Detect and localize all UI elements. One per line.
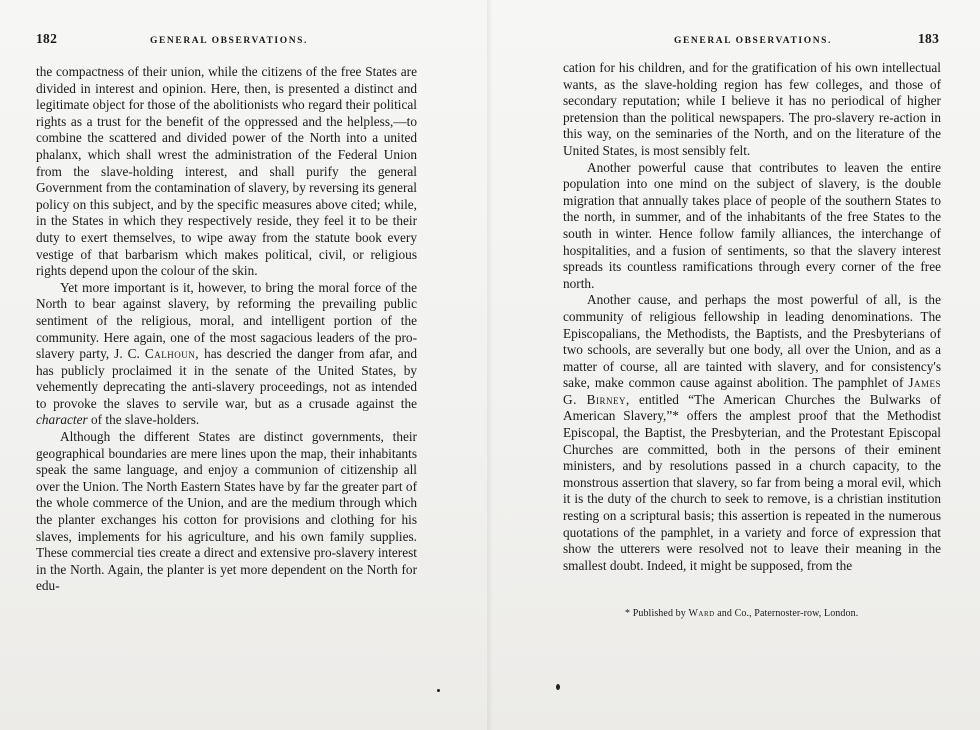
text-run: entitled “The American Churches the Bulwarks of American Slavery,”* offers the amplest proof that the Methodist Episcopal, the Baptist, the Presbyterian, and the Protestant Episcopal Churches are committed, both in the persons of their eminent ministers, and by resolutions passed in a church capacity, to the monstrous assertion that slavery, so far from being a moral evil, which it is the duty of the church to seek to remove, is a christian institution resting on a scriptural basis; this assertion is repeated in the numerous quotations of the pamphlet, in a variety and force of expression that show the utterers were resolved not to leave their meaning in the smallest doubt. Indeed, it might be supposed, from the xyxy=(563,391,941,573)
person-name: Calhoun, xyxy=(144,346,200,362)
ink-speck xyxy=(437,689,440,692)
text-run: and Co., Paternoster-row, London. xyxy=(714,608,859,619)
body-text xyxy=(563,60,941,574)
ink-speck xyxy=(556,684,560,690)
running-head: GENERAL OBSERVATIONS. xyxy=(150,36,309,46)
running-head: GENERAL OBSERVATIONS. xyxy=(674,36,833,46)
paragraph: cation for his children, and for the gratification of his own intellectual wants, as the slave-holding region has few colleges, and those of secondary reputation; while I believe it has no periodical of higher pretension than the political newspapers. The pro-slavery re-action in this way, on the seminaries of the North, and on the literature of the United States, is most sensibly felt. xyxy=(563,60,941,158)
text-run: Yet more important is it, however, to bring the moral force of the North to bear against slavery, by reforming the prevailing public sentiment of the religious, moral, and intelligent portion of the community. Here again, one of the most sagacious leaders of the pro-slavery party, J. C. xyxy=(36,279,417,362)
paragraph: Another powerful cause that contributes to leaven the entire population into one mind on the subject of slavery, is the double migration that annually takes place of people of the southern States to the north, in summer, and of the inhabitants of the free States to the south in winter. Hence follow family alliances, the interchange of hospitalities, and a fusion of sentiments, so that the slavery interest spreads its countless ramifications through every corner of the free north. xyxy=(563,159,941,291)
paragraph: Although the different States are distinct governments, their geographical boundaries are mere lines upon the map, their inhabitants speak the same language, and enjoy a communion of citizenship all over the Union. The North Eastern States have by far the greater part of the whole commerce of the Union, and are the medium through which the planter exchanges his cotton for provisions and clothing for his slaves, implements for his agriculture, and his own family supplies. These commercial ties create a direct and extensive pro-slavery interest in the North. Again, the planter is yet more dependent on the North for edu- xyxy=(36,429,417,594)
page-number: 183 xyxy=(918,31,940,46)
paragraph: the compactness of their union, while the citizens of the free States are divided in interest and opinion. Here, then, is presented a distinct and legitimate object for those of the abolitionists who regard their political rights as a trust for the benefit of the oppressed and the helpless,—to combine the scattered and divided power of the North into a united phalanx, which shall wrest the administration of the Federal Union from the slave-holding interest, and shall purify the general Government from the contamination of slavery, by reversing its general policy on this subject, and by the specific measures above cited; while, in the States in which they respectively reside, they feel it to be their duty to exert themselves, to wipe away from the statute book every vestige of that barbarism which makes political, civil, or religious rights depend upon the colour of the skin. xyxy=(36,64,417,279)
emphasis: character xyxy=(36,412,88,428)
text-run: Another cause, and perhaps the most powerful of all, is the community of religious fellowship in leading denominations. The Episcopalians, the Methodists, the Baptists, and the Presbyterians of two schools, are severally but one body, all over the Union, and as a matter of course, all are tainted with slavery, and for consistency's sake, make common cause against abolition. The pamphlet of xyxy=(563,292,941,391)
footnote xyxy=(625,608,858,619)
paragraph xyxy=(563,292,941,574)
person-name: James G. Birney, xyxy=(563,375,941,407)
paragraph xyxy=(36,280,417,429)
text-run: * Published by xyxy=(625,608,689,619)
page-number: 182 xyxy=(36,31,58,46)
body-text xyxy=(36,64,417,595)
right-page xyxy=(490,0,980,730)
publisher-name: Ward xyxy=(688,608,715,619)
text-run: of the slave-holders. xyxy=(87,412,200,428)
text-run: has descried the danger from afar, and has publicly proclaimed it in the senate of the United States, by vehemently deprecating the anti-slavery proceedings, not as intended to provoke the slaves to servile war, but as a crusade against the xyxy=(36,346,418,411)
